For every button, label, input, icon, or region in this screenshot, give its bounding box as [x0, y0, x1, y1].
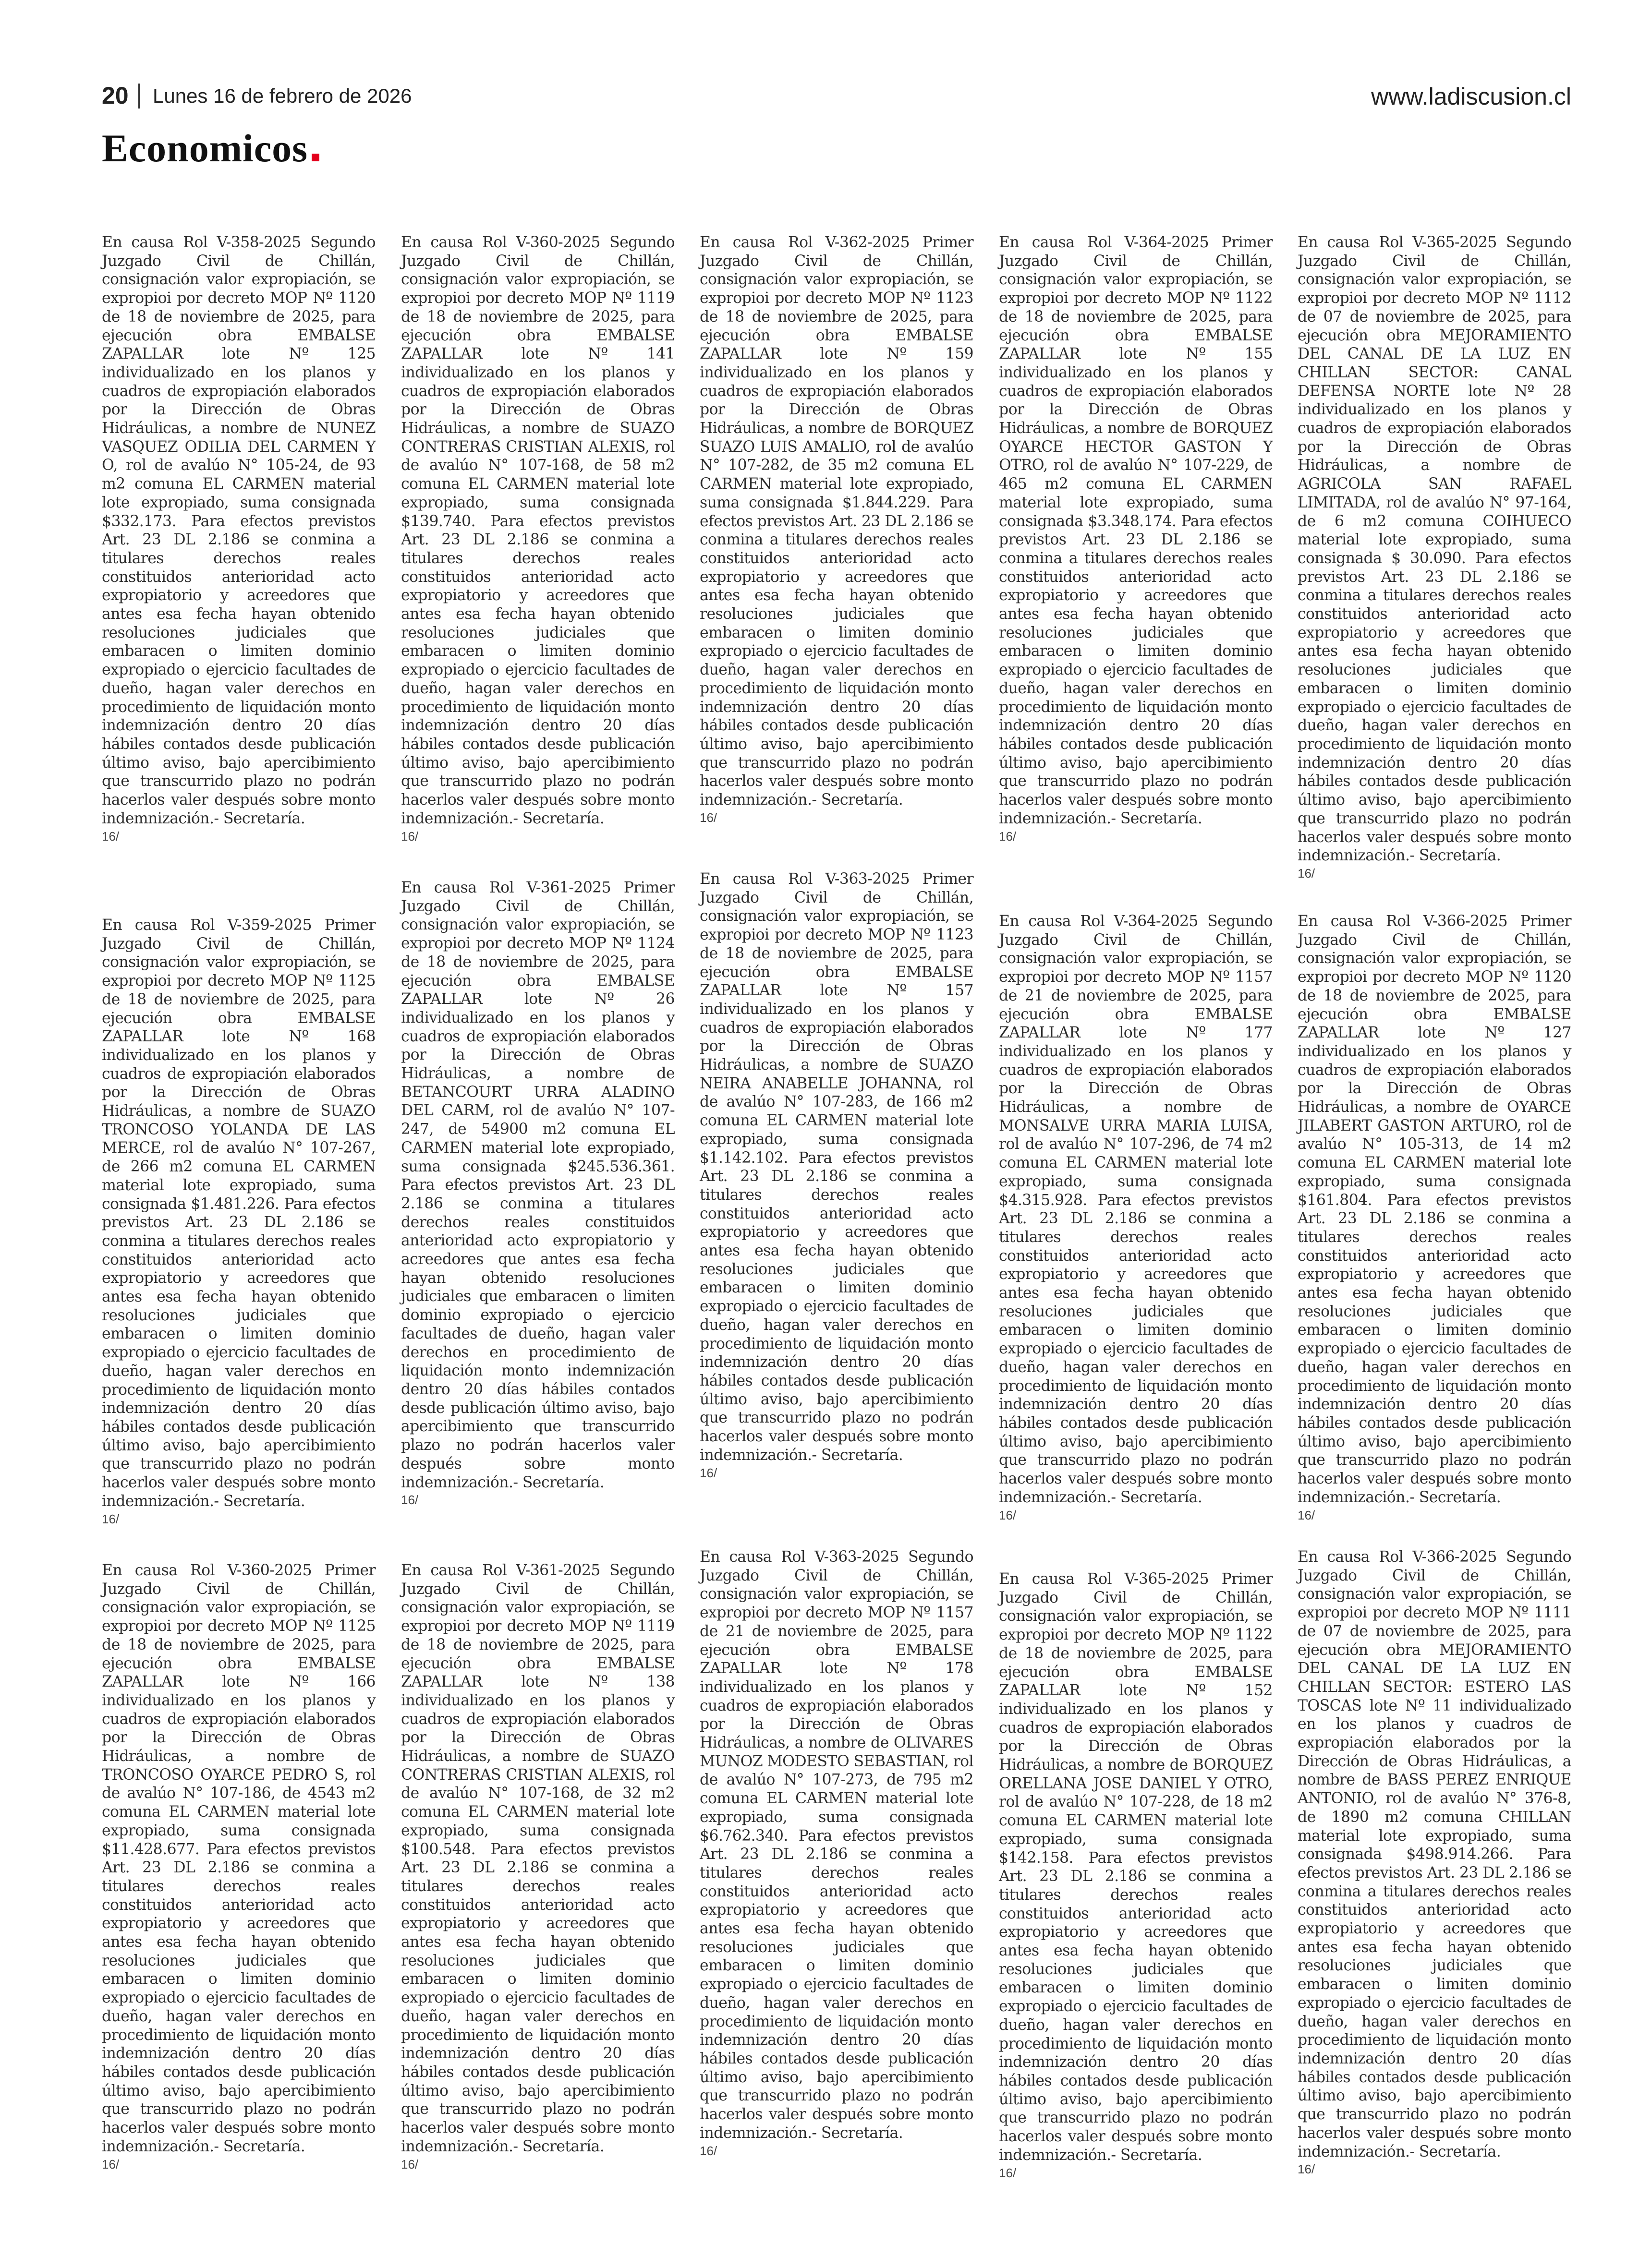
legal-notice: En causa Rol V-363-2025 Primer Juzgado Civil de Chillán, consignación valor expropiación, se expropioi por decreto MOP Nº 1123 de 18 de noviembre de 2025, para ejecución obra EMBALSE ZAPALLAR lote Nº 157 individualizado en los planos y cuadros de expropiación elaborados por la Dirección de Obras Hidráulicas, a nombre de SUAZO NEIRA ANABELLE JOHANNA, rol de avalúo N° 107-283, de 166 m2 comuna EL CARMEN material lote expropiado, suma consignada $1.142.102. Para efectos previstos Art. 23 DL 2.186 se conmina a titulares derechos reales constituidos anterioridad acto expropiatorio y acreedores que antes esa fecha hayan obtenido resoluciones judiciales que embaracen o limiten dominio expropiado o ejercicio facultades de dueño, hagan valer derechos en procedimiento de liquidación monto indemnización dentro 20 días hábiles contados desde publicación último aviso, bajo apercibimiento que transcurrido plazo no podrán hacerlos valer después sobre monto indemnización.- Secretaría. 16/	[700, 870, 973, 1480]
notice-code: 16/	[401, 829, 419, 844]
legal-notice: En causa Rol V-365-2025 Segundo Juzgado Civil de Chillán, consignación valor expropiación, se expropioi por decreto MOP Nº 1112 de 07 de noviembre de 2025, para ejecución obra MEJORAMIENTO DEL CANAL DE LA LUZ EN CHILLAN SECTOR: CANAL DEFENSA NORTE lote Nº 28 individualizado en los planos y cuadros de expropiación elaborados por la Dirección de Obras Hidráulicas, a nombre de AGRICOLA SAN RAFAEL LIMITADA, rol de avalúo N° 97-164, de 6 m2 comuna COIHUECO material lote expropiado, suma consignada $ 30.090. Para efectos previstos Art. 23 DL 2.186 se conmina a titulares derechos reales constituidos anterioridad acto expropiatorio y acreedores que antes esa fecha hayan obtenido resoluciones judiciales que embaracen o limiten dominio expropiado o ejercicio facultades de dueño, hagan valer derechos en procedimiento de liquidación monto indemnización dentro 20 días hábiles contados desde publicación último aviso, bajo apercibimiento que transcurrido plazo no podrán hacerlos valer después sobre monto indemnización.- Secretaría. 16/	[1298, 234, 1571, 881]
legal-notice: En causa Rol V-361-2025 Primer Juzgado Civil de Chillán, consignación valor expropiación, se expropioi por decreto MOP Nº 1124 de 18 de noviembre de 2025, para ejecución obra EMBALSE ZAPALLAR lote Nº 26 individualizado en los planos y cuadros de expropiación elaborados por la Dirección de Obras Hidráulicas, a nombre de BETANCOURT URRA ALADINO DEL CARM, rol de avalúo N° 107-247, de 54900 m2 comuna EL CARMEN material lote expropiado, suma consignada $245.536.361. Para efectos previstos Art. 23 DL 2.186 se conmina a titulares derechos reales constituidos anterioridad acto expropiatorio y acreedores que antes esa fecha hayan obtenido resoluciones judiciales que embaracen o limiten dominio expropiado o ejercicio facultades de dueño, hagan valer derechos en procedimiento de liquidación monto indemnización dentro 20 días hábiles contados desde publicación último aviso, bajo apercibimiento que transcurrido plazo no podrán hacerlos valer después sobre monto indemnización.- Secretaría. 16/	[401, 879, 675, 1508]
legal-notice: En causa Rol V-360-2025 Primer Juzgado Civil de Chillán, consignación valor expropiación, se expropioi por decreto MOP Nº 1125 de 18 de noviembre de 2025, para ejecución obra EMBALSE ZAPALLAR lote Nº 166 individualizado en los planos y cuadros de expropiación elaborados por la Dirección de Obras Hidráulicas, a nombre de TRONCOSO OYARCE PEDRO S, rol de avalúo N° 107-186, de 4543 m2 comuna EL CARMEN material lote expropiado, suma consignada $11.428.677. Para efectos previstos Art. 23 DL 2.186 se conmina a titulares derechos reales constituidos anterioridad acto expropiatorio y acreedores que antes esa fecha hayan obtenido resoluciones judiciales que embaracen o limiten dominio expropiado o ejercicio facultades de dueño, hagan valer derechos en procedimiento de liquidación monto indemnización dentro 20 días hábiles contados desde publicación último aviso, bajo apercibimiento que transcurrido plazo no podrán hacerlos valer después sobre monto indemnización.- Secretaría. 16/	[102, 1562, 376, 2171]
notice-code: 16/	[700, 2143, 717, 2158]
legal-notice: En causa Rol V-359-2025 Primer Juzgado Civil de Chillán, consignación valor expropiación, se expropioi por decreto MOP Nº 1125 de 18 de noviembre de 2025, para ejecución obra EMBALSE ZAPALLAR lote Nº 168 individualizado en los planos y cuadros de expropiación elaborados por la Dirección de Obras Hidráulicas, a nombre de SUAZO TRONCOSO YOLANDA DE LAS MERCE, rol de avalúo N° 107-267, de 266 m2 comuna EL CARMEN material lote expropiado, suma consignada $1.481.226. Para efectos previstos Art. 23 DL 2.186 se conmina a titulares derechos reales constituidos anterioridad acto expropiatorio y acreedores que antes esa fecha hayan obtenido resoluciones judiciales que embaracen o limiten dominio expropiado o ejercicio facultades de dueño, hagan valer derechos en procedimiento de liquidación monto indemnización dentro 20 días hábiles contados desde publicación último aviso, bajo apercibimiento que transcurrido plazo no podrán hacerlos valer después sobre monto indemnización.- Secretaría. 16/	[102, 917, 376, 1526]
notice-code: 16/	[1298, 1508, 1315, 1522]
section-title: Economicos	[102, 126, 319, 171]
notice-code: 16/	[102, 2157, 120, 2171]
legal-notice: En causa Rol V-360-2025 Segundo Juzgado Civil de Chillán, consignación valor expropiación, se expropioi por decreto MOP Nº 1119 de 18 de noviembre de 2025, para ejecución obra EMBALSE ZAPALLAR lote Nº 141 individualizado en los planos y cuadros de expropiación elaborados por la Dirección de Obras Hidráulicas, a nombre de SUAZO CONTRERAS CRISTIAN ALEXIS, rol de avalúo N° 107-168, de 58 m2 comuna EL CARMEN material lote expropiado, suma consignada $139.740. Para efectos previstos Art. 23 DL 2.186 se conmina a titulares derechos reales constituidos anterioridad acto expropiatorio y acreedores que antes esa fecha hayan obtenido resoluciones judiciales que embaracen o limiten dominio expropiado o ejercicio facultades de dueño, hagan valer derechos en procedimiento de liquidación monto indemnización dentro 20 días hábiles contados desde publicación último aviso, bajo apercibimiento que transcurrido plazo no podrán hacerlos valer después sobre monto indemnización.- Secretaría. 16/	[401, 234, 675, 844]
legal-notice: En causa Rol V-363-2025 Segundo Juzgado Civil de Chillán, consignación valor expropiación, se expropioi por decreto MOP Nº 1157 de 21 de noviembre de 2025, para ejecución obra EMBALSE ZAPALLAR lote Nº 178 individualizado en los planos y cuadros de expropiación elaborados por la Dirección de Obras Hidráulicas, a nombre de OLIVARES MUNOZ MODESTO SEBASTIAN, rol de avalúo N° 107-273, de 795 m2 comuna EL CARMEN material lote expropiado, suma consignada $6.762.340. Para efectos previstos Art. 23 DL 2.186 se conmina a titulares derechos reales constituidos anterioridad acto expropiatorio y acreedores que antes esa fecha hayan obtenido resoluciones judiciales que embaracen o limiten dominio expropiado o ejercicio facultades de dueño, hagan valer derechos en procedimiento de liquidación monto indemnización dentro 20 días hábiles contados desde publicación último aviso, bajo apercibimiento que transcurrido plazo no podrán hacerlos valer después sobre monto indemnización.- Secretaría. 16/	[700, 1548, 973, 2158]
notice-code: 16/	[102, 829, 120, 844]
page-header	[102, 77, 1571, 115]
section-accent-square	[312, 154, 319, 161]
legal-notice: En causa Rol V-358-2025 Segundo Juzgado Civil de Chillán, consignación valor expropiación, se expropioi por decreto MOP Nº 1120 de 18 de noviembre de 2025, para ejecución obra EMBALSE ZAPALLAR lote Nº 125 individualizado en los planos y cuadros de expropiación elaborados por la Dirección de Obras Hidráulicas, a nombre de NUNEZ VASQUEZ ODILIA DEL CARMEN Y O, rol de avalúo N° 105-24, de 93 m2 comuna EL CARMEN material lote expropiado, suma consignada $332.173. Para efectos previstos Art. 23 DL 2.186 se conmina a titulares derechos reales constituidos anterioridad acto expropiatorio y acreedores que antes esa fecha hayan obtenido resoluciones judiciales que embaracen o limiten dominio expropiado o ejercicio facultades de dueño, hagan valer derechos en procedimiento de liquidación monto indemnización dentro 20 días hábiles contados desde publicación último aviso, bajo apercibimiento que transcurrido plazo no podrán hacerlos valer después sobre monto indemnización.- Secretaría. 16/	[102, 234, 376, 844]
notice-code: 16/	[700, 1465, 717, 1480]
notice-code: 16/	[1298, 866, 1315, 881]
notice-code: 16/	[102, 1511, 120, 1526]
legal-notice: En causa Rol V-364-2025 Primer Juzgado Civil de Chillán, consignación valor expropiación, se expropioi por decreto MOP Nº 1122 de 18 de noviembre de 2025, para ejecución obra EMBALSE ZAPALLAR lote Nº 155 individualizado en los planos y cuadros de expropiación elaborados por la Dirección de Obras Hidráulicas, a nombre de BORQUEZ OYARCE HECTOR GASTON Y OTRO, rol de avalúo N° 107-229, de 465 m2 comuna EL CARMEN material lote expropiado, suma consignada $3.348.174. Para efectos previstos Art. 23 DL 2.186 se conmina a titulares derechos reales constituidos anterioridad acto expropiatorio y acreedores que antes esa fecha hayan obtenido resoluciones judiciales que embaracen o limiten dominio expropiado o ejercicio facultades de dueño, hagan valer derechos en procedimiento de liquidación monto indemnización dentro 20 días hábiles contados desde publicación último aviso, bajo apercibimiento que transcurrido plazo no podrán hacerlos valer después sobre monto indemnización.- Secretaría. 16/	[999, 234, 1273, 844]
legal-notice: En causa Rol V-366-2025 Segundo Juzgado Civil de Chillán, consignación valor expropiación, se expropioi por decreto MOP Nº 1111 de 07 de noviembre de 2025, para ejecución obra MEJORAMIENTO DEL CANAL DE LA LUZ EN CHILLAN SECTOR: ESTERO LAS TOSCAS lote Nº 11 individualizado en los planos y cuadros de expropiación elaborados por la Dirección de Obras Hidráulicas, a nombre de BASS PEREZ ENRIQUE ANTONIO, rol de avalúo N° 376-8, de 1890 m2 comuna CHILLAN material lote expropiado, suma consignada $498.914.266. Para efectos previstos Art. 23 DL 2.186 se conmina a titulares derechos reales constituidos anterioridad acto expropiatorio y acreedores que antes esa fecha hayan obtenido resoluciones judiciales que embaracen o limiten dominio expropiado o ejercicio facultades de dueño, hagan valer derechos en procedimiento de liquidación monto indemnización dentro 20 días hábiles contados desde publicación último aviso, bajo apercibimiento que transcurrido plazo no podrán hacerlos valer después sobre monto indemnización.- Secretaría. 16/	[1298, 1548, 1571, 2177]
page-number: 20	[102, 82, 129, 109]
legal-notice: En causa Rol V-362-2025 Primer Juzgado Civil de Chillán, consignación valor expropiación, se expropioi por decreto MOP Nº 1123 de 18 de noviembre de 2025, para ejecución obra EMBALSE ZAPALLAR lote Nº 159 individualizado en los planos y cuadros de expropiación elaborados por la Dirección de Obras Hidráulicas, a nombre de BORQUEZ SUAZO LUIS AMALIO, rol de avalúo N° 107-282, de 35 m2 comuna EL CARMEN material lote expropiado, suma consignada $1.844.229. Para efectos previstos Art. 23 DL 2.186 se conmina a titulares derechos reales constituidos anterioridad acto expropiatorio y acreedores que antes esa fecha hayan obtenido resoluciones judiciales que embaracen o limiten dominio expropiado o ejercicio facultades de dueño, hagan valer derechos en procedimiento de liquidación monto indemnización dentro 20 días hábiles contados desde publicación último aviso, bajo apercibimiento que transcurrido plazo no podrán hacerlos valer después sobre monto indemnización.- Secretaría. 16/	[700, 234, 973, 825]
notice-code: 16/	[999, 829, 1017, 844]
notice-code: 16/	[999, 1508, 1017, 1522]
legal-notice: En causa Rol V-366-2025 Primer Juzgado Civil de Chillán, consignación valor expropiación, se expropioi por decreto MOP Nº 1120 de 18 de noviembre de 2025, para ejecución obra EMBALSE ZAPALLAR lote Nº 127 individualizado en los planos y cuadros de expropiación elaborados por la Dirección de Obras Hidráulicas, a nombre de OYARCE JILABERT GASTON ARTURO, rol de avalúo N° 105-313, de 14 m2 comuna EL CARMEN material lote expropiado, suma consignada $161.804. Para efectos previstos Art. 23 DL 2.186 se conmina a titulares derechos reales constituidos anterioridad acto expropiatorio y acreedores que antes esa fecha hayan obtenido resoluciones judiciales que embaracen o limiten dominio expropiado o ejercicio facultades de dueño, hagan valer derechos en procedimiento de liquidación monto indemnización dentro 20 días hábiles contados desde publicación último aviso, bajo apercibimiento que transcurrido plazo no podrán hacerlos valer después sobre monto indemnización.- Secretaría. 16/	[1298, 913, 1571, 1522]
notice-code: 16/	[999, 2165, 1017, 2180]
notice-code: 16/	[401, 2157, 419, 2171]
publication-date: Lunes 16 de febrero de 2026	[153, 84, 412, 107]
header-separator	[138, 84, 140, 109]
notice-code: 16/	[700, 810, 717, 825]
notice-code: 16/	[401, 1493, 419, 1508]
site-url[interactable]: www.ladiscusion.cl	[1371, 83, 1571, 110]
notice-code: 16/	[1298, 2162, 1315, 2177]
legal-notice: En causa Rol V-364-2025 Segundo Juzgado Civil de Chillán, consignación valor expropiación, se expropioi por decreto MOP Nº 1157 de 21 de noviembre de 2025, para ejecución obra EMBALSE ZAPALLAR lote Nº 177 individualizado en los planos y cuadros de expropiación elaborados por la Dirección de Obras Hidráulicas, a nombre de MONSALVE URRA MARIA LUISA, rol de avalúo N° 107-296, de 74 m2 comuna EL CARMEN material lote expropiado, suma consignada $4.315.928. Para efectos previstos Art. 23 DL 2.186 se conmina a titulares derechos reales constituidos anterioridad acto expropiatorio y acreedores que antes esa fecha hayan obtenido resoluciones judiciales que embaracen o limiten dominio expropiado o ejercicio facultades de dueño, hagan valer derechos en procedimiento de liquidación monto indemnización dentro 20 días hábiles contados desde publicación último aviso, bajo apercibimiento que transcurrido plazo no podrán hacerlos valer después sobre monto indemnización.- Secretaría. 16/	[999, 913, 1273, 1522]
legal-notice: En causa Rol V-361-2025 Segundo Juzgado Civil de Chillán, consignación valor expropiación, se expropioi por decreto MOP Nº 1119 de 18 de noviembre de 2025, para ejecución obra EMBALSE ZAPALLAR lote Nº 138 individualizado en los planos y cuadros de expropiación elaborados por la Dirección de Obras Hidráulicas, a nombre de SUAZO CONTRERAS CRISTIAN ALEXIS, rol de avalúo N° 107-168, de 32 m2 comuna EL CARMEN material lote expropiado, suma consignada $100.548. Para efectos previstos Art. 23 DL 2.186 se conmina a titulares derechos reales constituidos anterioridad acto expropiatorio y acreedores que antes esa fecha hayan obtenido resoluciones judiciales que embaracen o limiten dominio expropiado o ejercicio facultades de dueño, hagan valer derechos en procedimiento de liquidación monto indemnización dentro 20 días hábiles contados desde publicación último aviso, bajo apercibimiento que transcurrido plazo no podrán hacerlos valer después sobre monto indemnización.- Secretaría. 16/	[401, 1562, 675, 2171]
legal-notice: En causa Rol V-365-2025 Primer Juzgado Civil de Chillán, consignación valor expropiación, se expropioi por decreto MOP Nº 1122 de 18 de noviembre de 2025, para ejecución obra EMBALSE ZAPALLAR lote Nº 152 individualizado en los planos y cuadros de expropiación elaborados por la Dirección de Obras Hidráulicas, a nombre de BORQUEZ ORELLANA JOSE DANIEL Y OTRO, rol de avalúo N° 107-228, de 18 m2 comuna EL CARMEN material lote expropiado, suma consignada $142.158. Para efectos previstos Art. 23 DL 2.186 se conmina a titulares derechos reales constituidos anterioridad acto expropiatorio y acreedores que antes esa fecha hayan obtenido resoluciones judiciales que embaracen o limiten dominio expropiado o ejercicio facultades de dueño, hagan valer derechos en procedimiento de liquidación monto indemnización dentro 20 días hábiles contados desde publicación último aviso, bajo apercibimiento que transcurrido plazo no podrán hacerlos valer después sobre monto indemnización.- Secretaría. 16/	[999, 1570, 1273, 2180]
